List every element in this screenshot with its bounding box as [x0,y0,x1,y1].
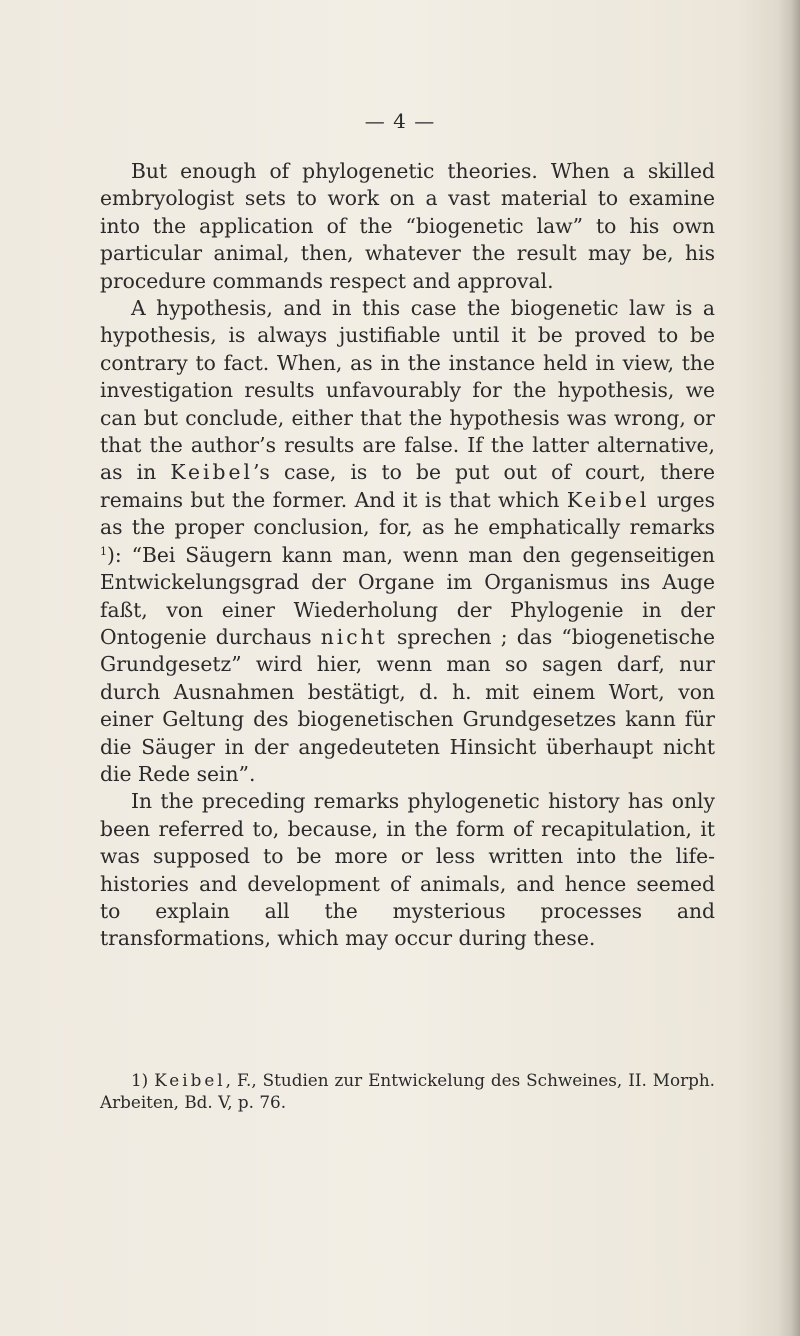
author-name: Keibel [170,460,253,485]
paragraph-2-text-b: ’s case, is to be put out of court, there remains but the former. And it is that which [100,460,715,512]
body-text [100,158,715,953]
footnote-text: , F., Studien zur Entwickelung des Schweines, II. Morph. Arbeiten, Bd. V, p. 76. [100,1070,715,1112]
footnote-marker: 1) [131,1070,149,1090]
paragraph-2-text-c: urges as the proper conclusion, for, as he emphatically remarks [100,487,715,540]
page-number: — 4 — [364,109,436,133]
footnote-reference: 1 [100,544,107,558]
author-name: Keibel [566,487,650,512]
page-edge-shadow [778,0,800,1336]
paragraph-2 [100,295,715,788]
footnote [100,1069,715,1113]
paragraph-2-text-e: sprechen ; das “biogenetische Grundgesetz” wird hier, wenn man so sagen darf, nur durch Ausnahmen bestätigt, d. h. mit einem Wort, von einer Geltung des biogenetischen Grundgesetzes kann für die Säuger in der angedeuteten Hinsicht überhaupt nicht die Rede sein”. [100,624,716,786]
paragraph-3: In the preceding remarks phylogenetic history has only been referred to, because, in the form of recapitulation, it was supposed to be more or less written into the life-histories and development of animals, and hence seemed to explain all the mysterious processes and transformations, which may occur during these. [100,789,715,951]
paragraph-2-text-a: A hypothesis, and in this case the biogenetic law is a hypothesis, is always justifiable until it be proved to be contrary to fact. When, as in the instance held in view, the investigation results unfavourably for the hypothesis, we can but conclude, either that the hypothesis was wrong, or that the author’s results are false. If the latter alternative, as in [100,296,715,485]
emphasized-word: nicht [320,624,388,649]
paragraph-2-text-d: ): “Bei Säugern kann man, wenn man den gegenseitigen Entwickelungsgrad der Organe im Organismus ins Auge faßt, von einer Wiederholung der Phylogenie in der Ontogenie durchaus [100,542,715,649]
footnote-author: Keibel [154,1070,226,1090]
paragraph-1: But enough of phylogenetic theories. When a skilled embryologist sets to work on a vast material to examine into the application of the “biogenetic law” to his own particular animal, then, whatever the result may be, his procedure commands respect and approval. [100,159,715,293]
footnote-line [100,1069,715,1113]
